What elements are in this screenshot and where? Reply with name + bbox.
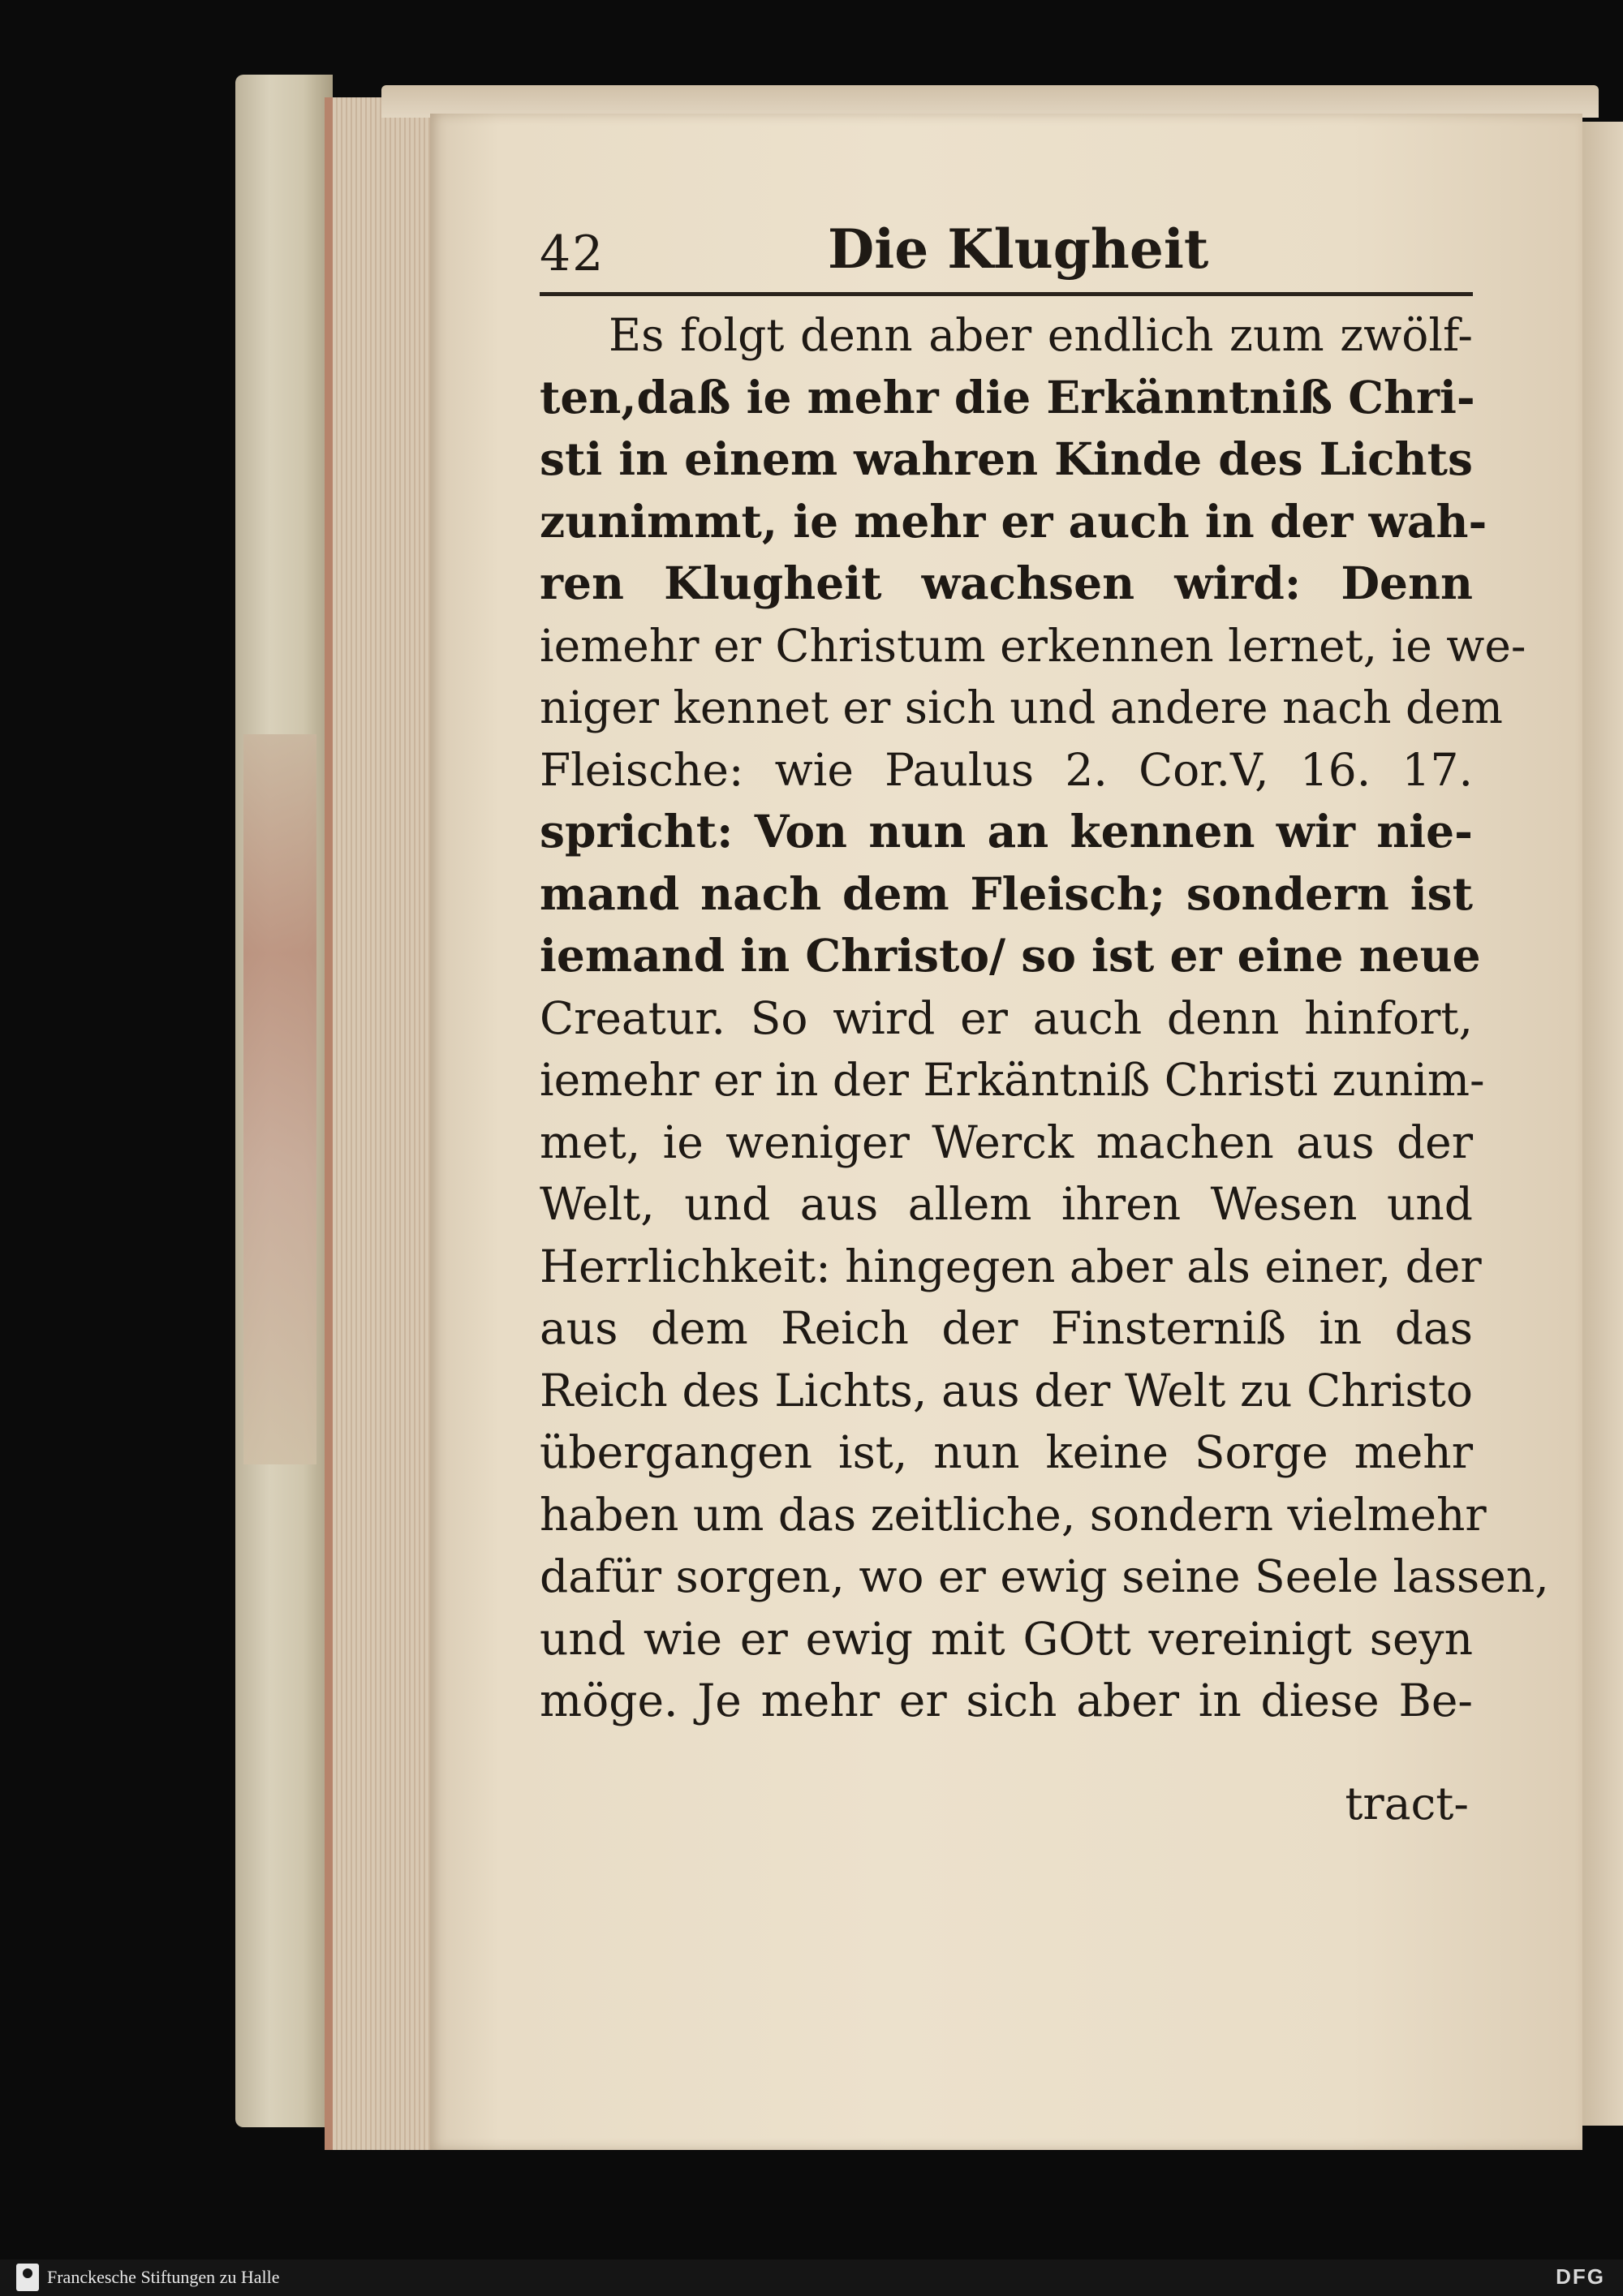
running-title: Die Klugheit xyxy=(828,217,1209,281)
dfg-logo: DFG xyxy=(1556,2264,1605,2289)
text-line: möge. Je mehr er sich aber in diese Be- xyxy=(540,1675,1473,1726)
text-line: iemehr er Christum erkennen lernet, ie we- xyxy=(540,619,1526,672)
page-stack-top xyxy=(381,85,1599,118)
institution-logo-icon xyxy=(16,2264,39,2291)
text-line: und wie er ewig mit GOtt vereinigt seyn xyxy=(540,1612,1473,1665)
text-line: Herrlichkeit: hingegen aber als einer, der xyxy=(540,1240,1482,1292)
text-line: ten,daß ie mehr die Erkänntniß Chri- xyxy=(540,370,1475,424)
text-line: Es folgt denn aber endlich zum zwölf- xyxy=(609,309,1473,361)
text-line: zunimmt, ie mehr er auch in der wah- xyxy=(540,494,1487,548)
text-line: spricht: Von nun an kennen wir nie- xyxy=(540,805,1473,858)
footer-bar xyxy=(0,2259,1623,2296)
page-body-text xyxy=(540,304,1549,1732)
text-line: Fleische: wie Paulus 2. Cor.V, 16. 17. xyxy=(540,743,1473,796)
text-line: haben um das zeitliche, sondern vielmehr xyxy=(540,1488,1487,1541)
text-line: dafür sorgen, wo er ewig seine Seele lassen, xyxy=(540,1550,1549,1602)
text-line: ren Klugheit wachsen wird: Denn xyxy=(540,557,1473,609)
institution-name: Franckesche Stiftungen zu Halle xyxy=(47,2267,280,2287)
text-line: Welt, und aus allem ihren Wesen und xyxy=(540,1178,1473,1230)
text-line: sti in einem wahren Kinde des Lichts xyxy=(540,432,1473,485)
text-line: iemehr er in der Erkäntniß Christi zunim- xyxy=(540,1054,1485,1106)
page-edges xyxy=(325,97,438,2150)
text-line: met, ie weniger Werck machen aus der xyxy=(540,1116,1473,1168)
facing-page-edge xyxy=(1582,122,1623,2126)
header-rule xyxy=(540,292,1473,296)
text-line: Reich des Lichts, aus der Welt zu Christo xyxy=(540,1364,1473,1417)
page-number: 42 xyxy=(540,226,605,282)
text-line: aus dem Reich der Finsterniß in das xyxy=(540,1302,1473,1354)
text-line: mand nach dem Fleisch; sondern ist xyxy=(540,866,1473,920)
text-line: niger kennet er sich und andere nach dem xyxy=(540,681,1503,733)
page-header xyxy=(540,217,1473,282)
catchword: tract- xyxy=(1345,1778,1469,1829)
text-line: Creatur. So wird er auch denn hinfort, xyxy=(540,991,1473,1044)
text-line: übergangen ist, nun keine Sorge mehr xyxy=(540,1426,1473,1478)
text-line: iemand in Christo/ so ist er eine neue xyxy=(540,929,1481,982)
book-spine-edge xyxy=(243,734,316,1464)
